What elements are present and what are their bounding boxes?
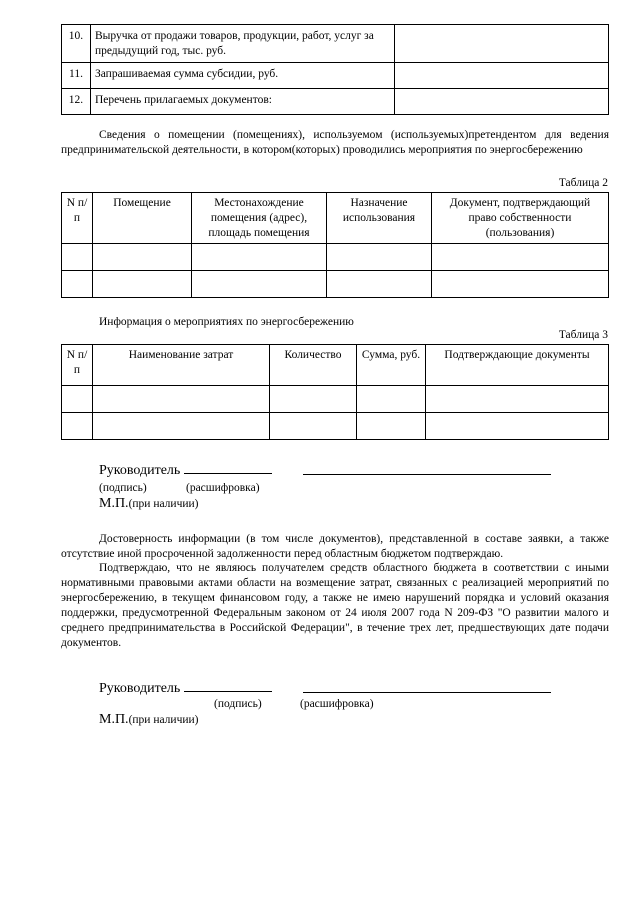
signature-label: (подпись)	[214, 698, 262, 710]
row-value	[394, 89, 608, 115]
row-number: 10.	[62, 25, 91, 63]
decode-label: (расшифровка)	[300, 698, 374, 710]
decode-line	[303, 462, 551, 475]
measures-heading: Информация о мероприятиях по энергосбережению	[99, 316, 354, 328]
signature-line	[184, 679, 272, 692]
row-value	[394, 63, 608, 89]
decode-line	[303, 680, 551, 693]
column-header: Количество	[270, 345, 357, 386]
signature-title: Руководитель	[99, 681, 181, 696]
premises-paragraph: Сведения о помещении (помещениях), используемом (используемых)претендентом для ведения предпринимательской деятельности, в котором(которых) проводились мероприятия по энергосбережению	[61, 129, 609, 156]
row-label: Запрашиваемая сумма субсидии, руб.	[90, 63, 394, 89]
column-header: N п/п	[62, 345, 93, 386]
table-row	[62, 413, 609, 440]
table-header-row	[62, 193, 609, 244]
column-header: Местонахождение помещения (адрес), площадь помещения	[192, 193, 327, 244]
signature-label: (подпись)	[99, 482, 147, 494]
table3-caption: Таблица 3	[558, 329, 608, 341]
premises-table	[61, 192, 609, 298]
column-header: Документ, подтверждающий право собственности (пользования)	[432, 193, 609, 244]
table-row	[62, 244, 609, 271]
column-header: Подтверждающие документы	[426, 345, 609, 386]
signature-block-2	[99, 679, 272, 698]
confirm-paragraph-2: Подтверждаю, что не являюсь получателем средств областного бюджета в соответствии с иными нормативными правовыми актами области на возмещение затрат, связанных с реализацией мероприятий по энергосбережению, в текущем финансовом году, а также не имею нарушений порядка и условий оказания поддержки, предусмотренной Федеральным законом от 24 июля 2007 года N 209-ФЗ "О развитии малого и среднего предпринимательства в Российской Федерации", в течение трех лет, предшествующих дате подачи документов.	[61, 562, 609, 649]
confirm-paragraph-1: Достоверность информации (в том числе документов), представленной в составе заявки, а также отсутствие иной просроченной задолженности перед областным бюджетом подтверждаю.	[61, 533, 609, 560]
column-header: Помещение	[93, 193, 192, 244]
row-value	[394, 25, 608, 63]
table-row	[62, 271, 609, 298]
stamp-note: М.П.(при наличии)	[99, 712, 199, 727]
column-header: Наименование затрат	[93, 345, 270, 386]
signature-line	[184, 461, 272, 474]
table-row	[62, 25, 609, 63]
row-label: Перечень прилагаемых документов:	[90, 89, 394, 115]
signature-block-1	[99, 461, 272, 480]
application-info-table	[61, 24, 609, 115]
table2-caption: Таблица 2	[558, 177, 608, 189]
column-header: N п/п	[62, 193, 93, 244]
row-number: 12.	[62, 89, 91, 115]
row-label: Выручка от продажи товаров, продукции, работ, услуг за предыдущий год, тыс. руб.	[90, 25, 394, 63]
table-row	[62, 89, 609, 115]
row-number: 11.	[62, 63, 91, 89]
stamp-note: М.П.(при наличии)	[99, 496, 199, 511]
table-row	[62, 386, 609, 413]
signature-title: Руководитель	[99, 463, 181, 478]
column-header: Сумма, руб.	[357, 345, 426, 386]
measures-table	[61, 344, 609, 440]
column-header: Назначение использования	[327, 193, 432, 244]
table-row	[62, 63, 609, 89]
table-header-row	[62, 345, 609, 386]
decode-label: (расшифровка)	[186, 482, 260, 494]
